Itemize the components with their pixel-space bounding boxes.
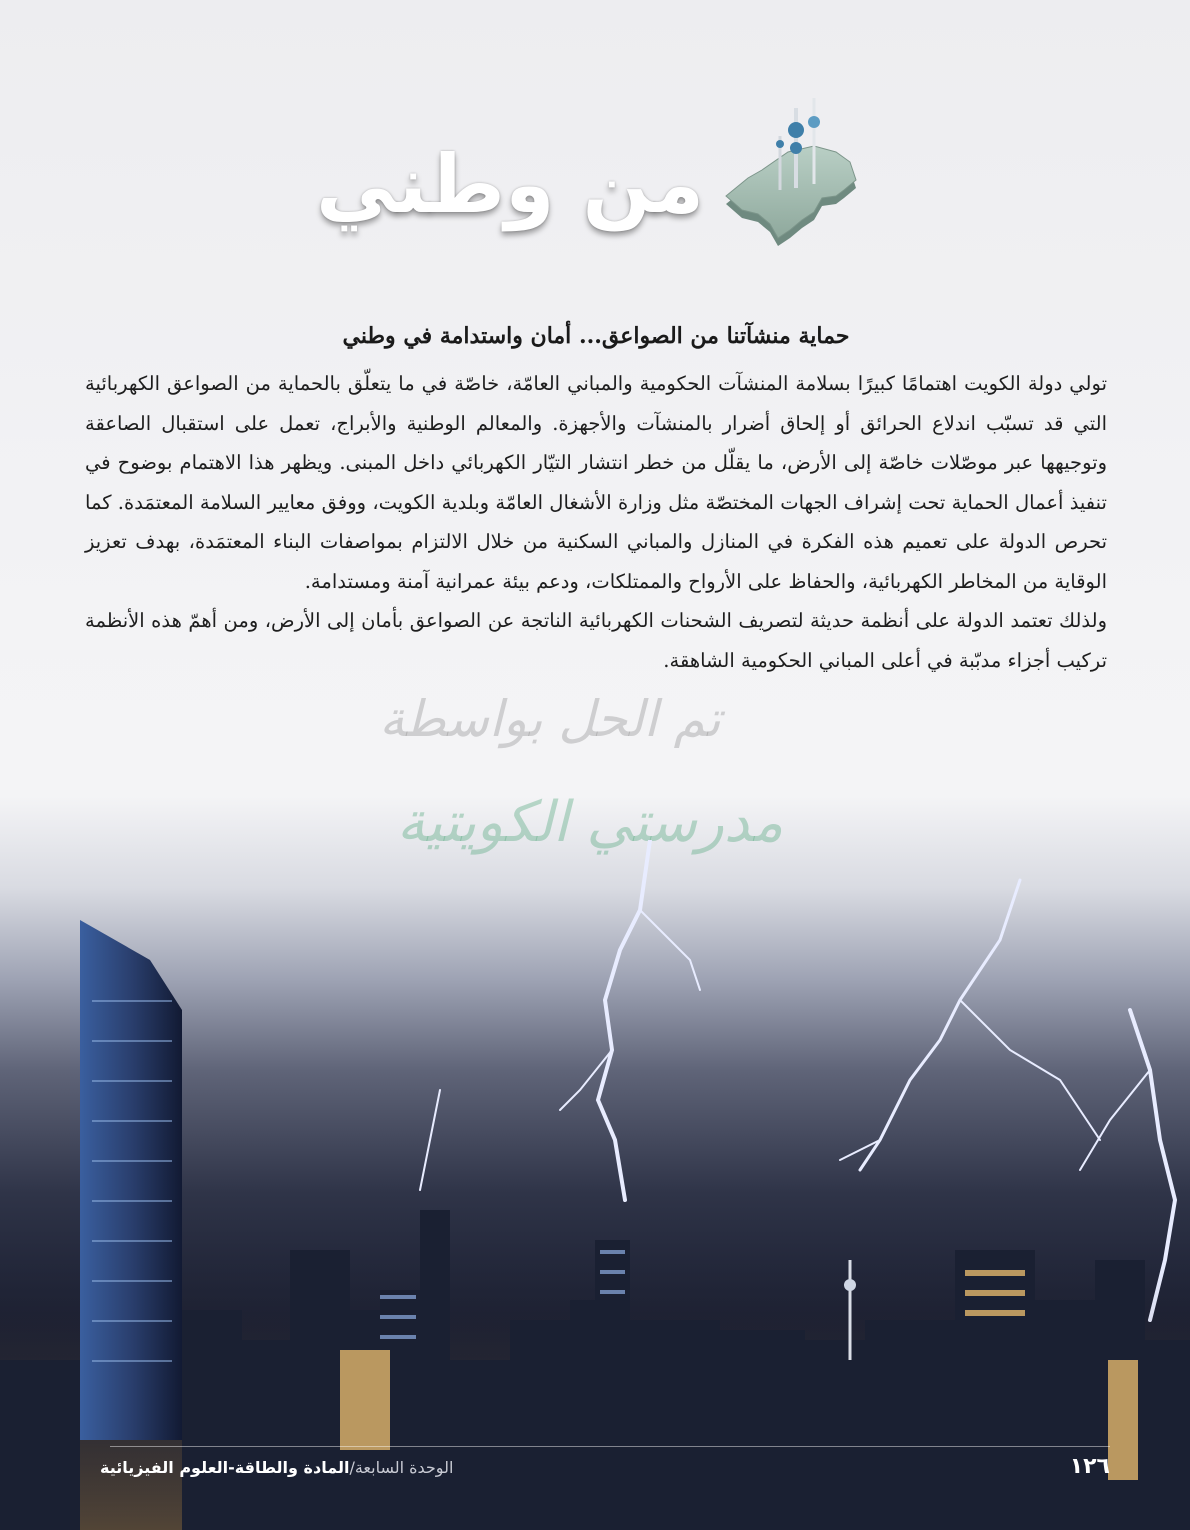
watermark-solved-by: تم الحل بواسطة xyxy=(379,690,721,748)
footer-subject-label: المادة والطاقة-العلوم الفيزيائية xyxy=(100,1458,350,1477)
article xyxy=(85,318,1107,680)
storm-city-illustration xyxy=(0,840,1190,1530)
footer-unit-label: الوحدة السابعة/ xyxy=(349,1458,454,1477)
article-heading: حماية منشآتنا من الصواعق... أمان واستدامة في وطني xyxy=(342,323,850,349)
article-paragraph-2: ولذلك تعتمد الدولة على أنظمة حديثة لتصريف الشحنات الكهربائية الناتجة عن الصواعق بأمان إلى الأرض، ومن أهمّ هذه الأنظمة تركيب أجزاء مدبّبة في أعلى المباني الحكومية الشاهقة. xyxy=(85,609,1107,672)
footer-divider xyxy=(110,1446,1110,1447)
watermark-school-name: مدرستي الكويتية xyxy=(396,790,784,855)
footer-unit-subject xyxy=(100,1458,453,1477)
kuwait-map-towers-icon xyxy=(718,88,868,248)
page-title: من وطني xyxy=(315,138,705,231)
lightning-bolts xyxy=(420,840,1175,1320)
article-paragraph-1: تولي دولة الكويت اهتمامًا كبيرًا بسلامة المنشآت الحكومية والمباني العامّة، خاصّة في ما يتعلّق بالحماية من الصواعق الكهربائية التي قد تسبّب اندلاع الحرائق أو إلحاق أضرار بالمنشآت والأجهزة. والمعالم الوطنية والأبراج، تعمل على استقبال الصاعقة وتوجيهها عبر موصّلات خاصّة إلى الأرض، ما يقلّل من خطر انتشار التيّار الكهربائي داخل المبنى. ويظهر هذا الاهتمام بوضوح في تنفيذ أعمال الحماية تحت إشراف الجهات المختصّة مثل وزارة الأشغال العامّة وبلدية الكويت، ووفق معايير السلامة المعتمَدة. كما تحرص الدولة على تعميم هذه الفكرة في المنازل والمباني السكنية من خلال الالتزام بمواصفات البناء المعتمَدة، بهدف تعزيز الوقاية من المخاطر الكهربائية، والحفاظ على الأرواح والممتلكات، ودعم بيئة عمرانية آمنة ومستدامة. xyxy=(85,372,1107,593)
page-number: ١٢٦ xyxy=(1069,1454,1110,1479)
